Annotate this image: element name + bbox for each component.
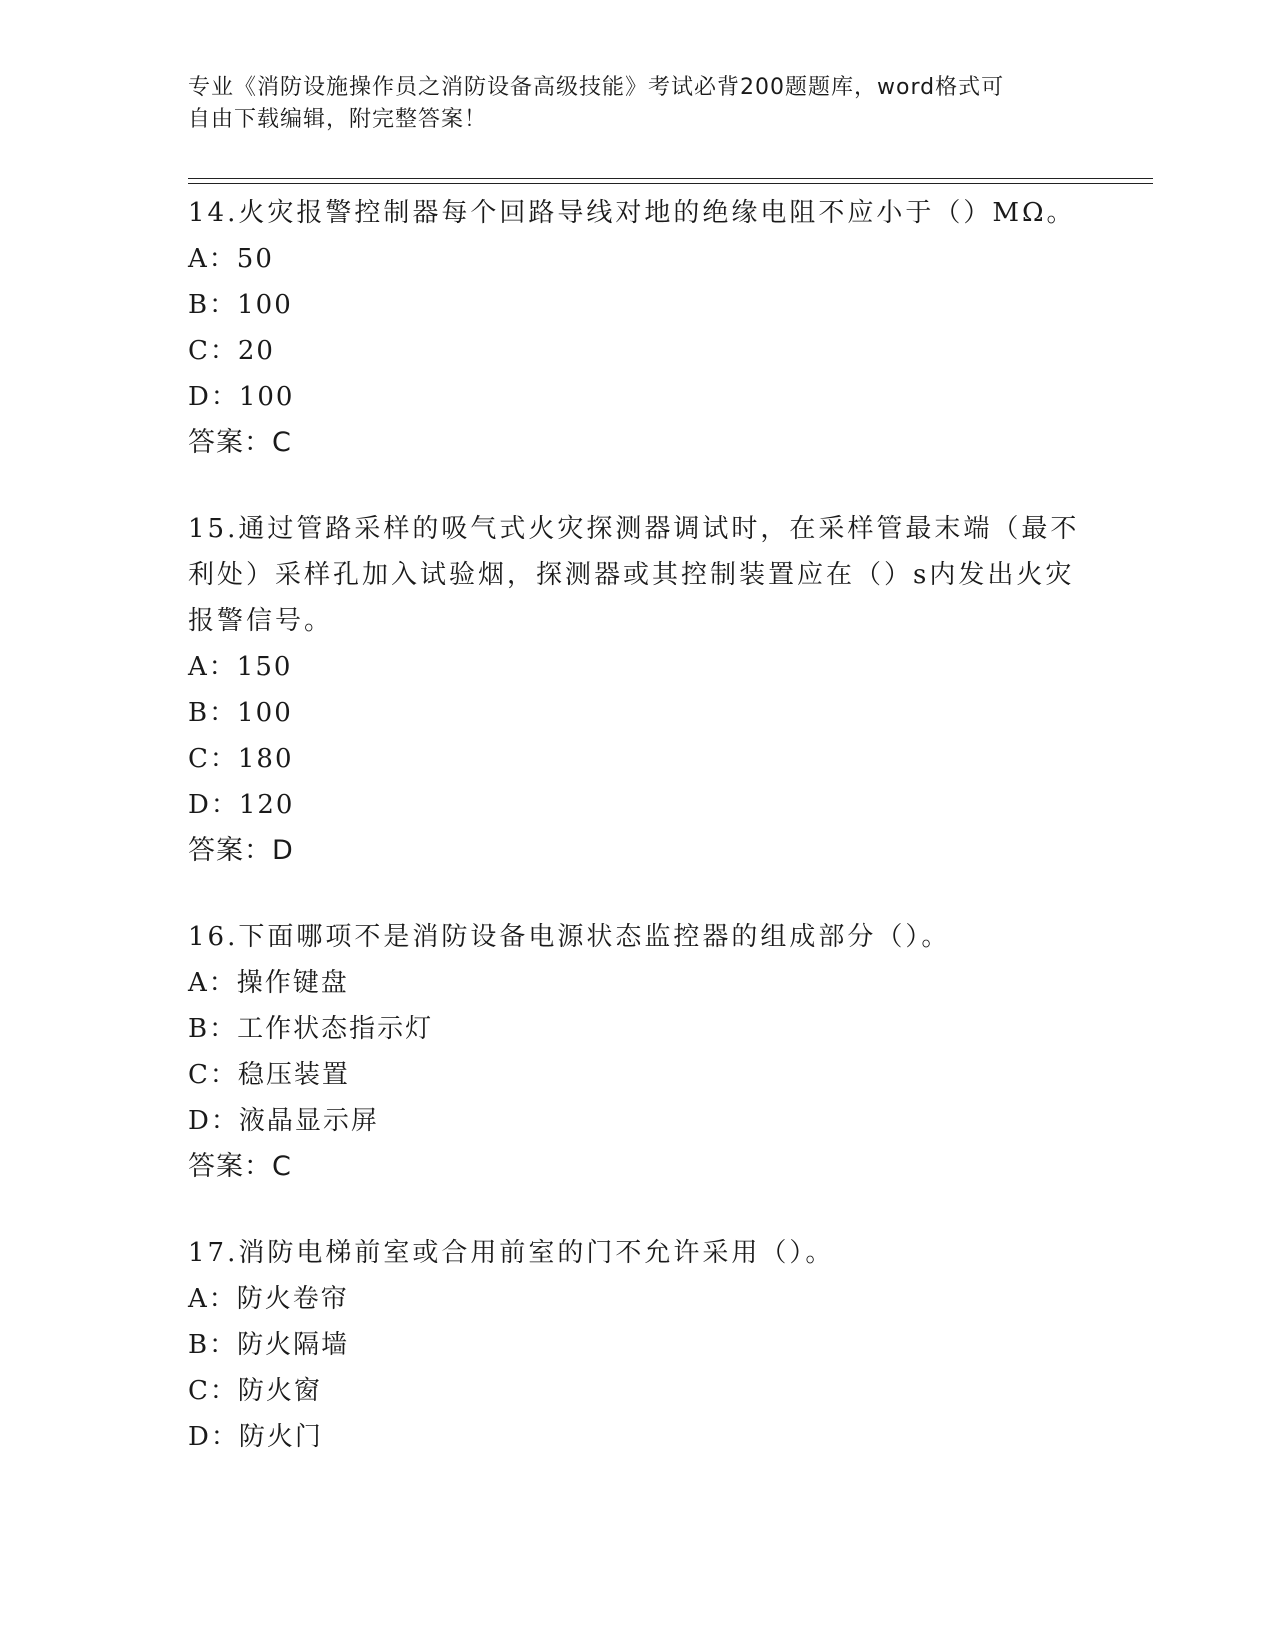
header-line-1: 专业《消防设施操作员之消防设备高级技能》考试必背200题题库，word格式可 xyxy=(188,75,1005,100)
question-17 xyxy=(188,1230,1088,1460)
answer-line: 答案：C xyxy=(188,1151,292,1182)
option-c: C：20 xyxy=(188,336,275,366)
question-list xyxy=(188,190,1088,1485)
header-divider-bottom xyxy=(188,183,1153,184)
question-stem: 17.消防电梯前室或合用前室的门不允许采用（）。 xyxy=(188,1238,835,1268)
question-15 xyxy=(188,506,1088,874)
option-b: B：工作状态指示灯 xyxy=(188,1014,434,1044)
question-stem: 14.火灾报警控制器每个回路导线对地的绝缘电阻不应小于（）MΩ。 xyxy=(188,198,1076,228)
option-a: A：操作键盘 xyxy=(188,968,349,998)
option-d: D：液晶显示屏 xyxy=(188,1106,379,1136)
option-a: A：防火卷帘 xyxy=(188,1284,349,1314)
option-a: A：50 xyxy=(188,244,274,274)
question-stem: 16.下面哪项不是消防设备电源状态监控器的组成部分（）。 xyxy=(188,922,951,952)
option-d: D：100 xyxy=(188,382,295,412)
answer-line: 答案：D xyxy=(188,835,294,866)
answer-line: 答案：C xyxy=(188,427,292,458)
header-line-2: 自由下载编辑，附完整答案！ xyxy=(188,107,488,132)
option-b: B：100 xyxy=(188,698,293,728)
option-c: C：180 xyxy=(188,744,294,774)
option-d: D：防火门 xyxy=(188,1422,323,1452)
option-a: A：150 xyxy=(188,652,293,682)
option-b: B：防火隔墙 xyxy=(188,1330,350,1360)
header-divider-top xyxy=(188,178,1153,179)
option-b: B：100 xyxy=(188,290,293,320)
document-header xyxy=(188,72,1088,136)
option-c: C：稳压装置 xyxy=(188,1060,350,1090)
question-16 xyxy=(188,914,1088,1190)
option-c: C：防火窗 xyxy=(188,1376,322,1406)
question-14 xyxy=(188,190,1088,466)
question-stem: 15.通过管路采样的吸气式火灾探测器调试时，在采样管最末端（最不利处）采样孔加入试验烟，探测器或其控制装置应在（）s内发出火灾报警信号。 xyxy=(188,514,1080,636)
option-d: D：120 xyxy=(188,790,295,820)
